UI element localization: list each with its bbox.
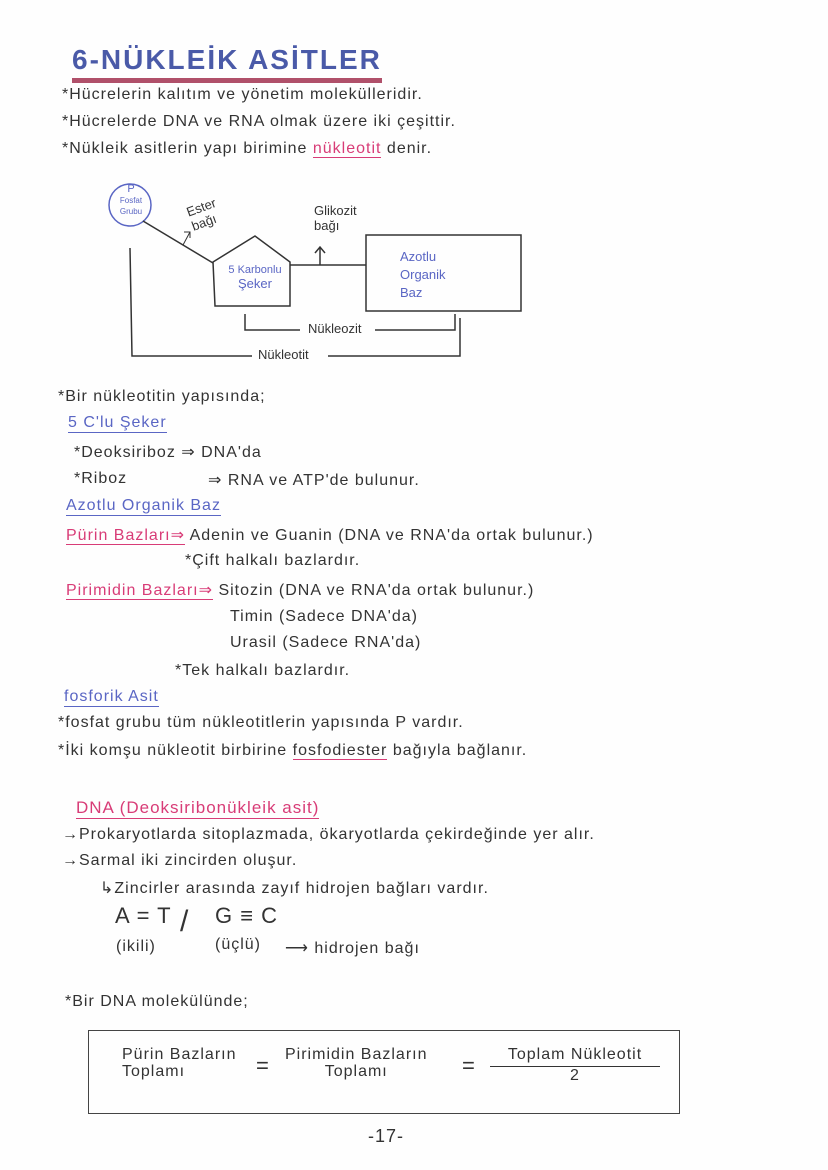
- pyrimidine-label: Pirimidin Bazları⇒: [66, 582, 213, 599]
- purine-note: *Çift halkalı bazlardır.: [185, 552, 361, 569]
- text: Fosfat: [119, 196, 143, 205]
- hydrogen-bond-note: ⟶ hidrojen bağı: [285, 940, 420, 957]
- dna-line-2: →Sarmal iki zincirden oluşur.: [62, 852, 298, 869]
- dna-line-1: →Prokaryotlarda sitoplazmada, ökaryotlarda çekirdeğinde yer alır.: [62, 826, 595, 843]
- text: Grubu: [119, 207, 143, 216]
- text: 5 Karbonlu: [228, 264, 282, 276]
- bond-line: [58, 742, 527, 760]
- deoxyribose-line: *Deoksiriboz ⇒ DNA'da: [74, 444, 262, 461]
- text: Toplamı: [324, 1063, 388, 1080]
- text: denir.: [386, 140, 433, 157]
- text: Toplamı: [122, 1063, 186, 1080]
- pyrimidine-note: *Tek halkalı bazlardır.: [175, 662, 351, 679]
- sugar-heading: 5 C'lu Şeker: [68, 414, 167, 431]
- pyrimidine-sum: [285, 1046, 427, 1080]
- purine-sum: [122, 1046, 237, 1080]
- highlight-nucleotide: nükleotit: [312, 140, 382, 157]
- text: Adenin ve Guanin (DNA ve RNA'da ortak bulunur.): [189, 527, 594, 544]
- ribose-desc: ⇒ RNA ve ATP'de bulunur.: [208, 472, 420, 489]
- gc-pair: G ≡ C: [215, 903, 279, 928]
- at-note: (ikili): [116, 938, 156, 955]
- sugar-label: [222, 264, 288, 291]
- denominator: 2: [570, 1067, 580, 1084]
- text: Sitozin (DNA ve RNA'da ortak bulunur.): [218, 582, 535, 599]
- text: Pürin Bazların: [122, 1046, 237, 1063]
- dna-molecule-heading: *Bir DNA molekülünde;: [65, 993, 249, 1010]
- equals-sign: =: [256, 1053, 270, 1078]
- purine-line: [66, 525, 594, 545]
- ester-bond-label: Ester bağı: [184, 195, 219, 234]
- text: Organik: [400, 267, 446, 282]
- purine-label: Pürin Bazları⇒: [66, 527, 185, 544]
- page-title: 6-NÜKLEİK ASİTLER: [72, 44, 382, 83]
- base-label: [400, 248, 446, 302]
- pyrimidine-line: [66, 580, 534, 600]
- glycoside-bond-label: Glikozit bağı: [314, 203, 357, 233]
- phosphate-group-label: [119, 184, 143, 217]
- dna-line-3: ↳Zincirler arasında zayıf hidrojen bağları vardır.: [100, 880, 489, 897]
- highlight-phosphodiester: fosfodiester: [292, 742, 388, 759]
- text: Şeker: [238, 276, 272, 291]
- dna-heading: DNA (Deoksiribonükleik asit): [76, 798, 320, 817]
- base-heading: Azotlu Organik Baz: [66, 497, 221, 514]
- uracil-line: Urasil (Sadece RNA'da): [230, 634, 422, 651]
- structure-heading: *Bir nükleotitin yapısında;: [58, 388, 266, 405]
- intro-line-2: *Hücrelerde DNA ve RNA olmak üzere iki çeşittir.: [62, 113, 456, 130]
- nucleotide-label: Nükleotit: [258, 347, 309, 362]
- thymine-line: Timin (Sadece DNA'da): [230, 608, 418, 625]
- nucleotide-fraction: [490, 1046, 660, 1085]
- text: Azotlu: [400, 249, 437, 264]
- text: Baz: [400, 285, 423, 300]
- separator: /: [180, 905, 190, 938]
- page-number: -17-: [368, 1126, 405, 1146]
- text: *İki komşu nükleotit birbirine: [58, 742, 288, 759]
- gc-note: (üçlü): [215, 936, 262, 953]
- text: *Nükleik asitlerin yapı birimine: [62, 140, 308, 157]
- equals-sign: =: [462, 1053, 476, 1078]
- at-pair: A = T: [115, 903, 172, 928]
- nucleoside-label: Nükleozit: [308, 321, 362, 336]
- text: bağıyla bağlanır.: [392, 742, 528, 759]
- ribose-label: *Riboz: [74, 470, 128, 487]
- text: P: [127, 183, 135, 195]
- phosphoric-heading: fosforik Asit: [64, 688, 159, 705]
- text: Pirimidin Bazların: [285, 1046, 428, 1063]
- numerator: Toplam Nükleotit: [490, 1046, 660, 1067]
- phosphate-note: *fosfat grubu tüm nükleotitlerin yapısında P vardır.: [58, 714, 464, 731]
- intro-line-1: *Hücrelerin kalıtım ve yönetim molekülleridir.: [62, 86, 423, 103]
